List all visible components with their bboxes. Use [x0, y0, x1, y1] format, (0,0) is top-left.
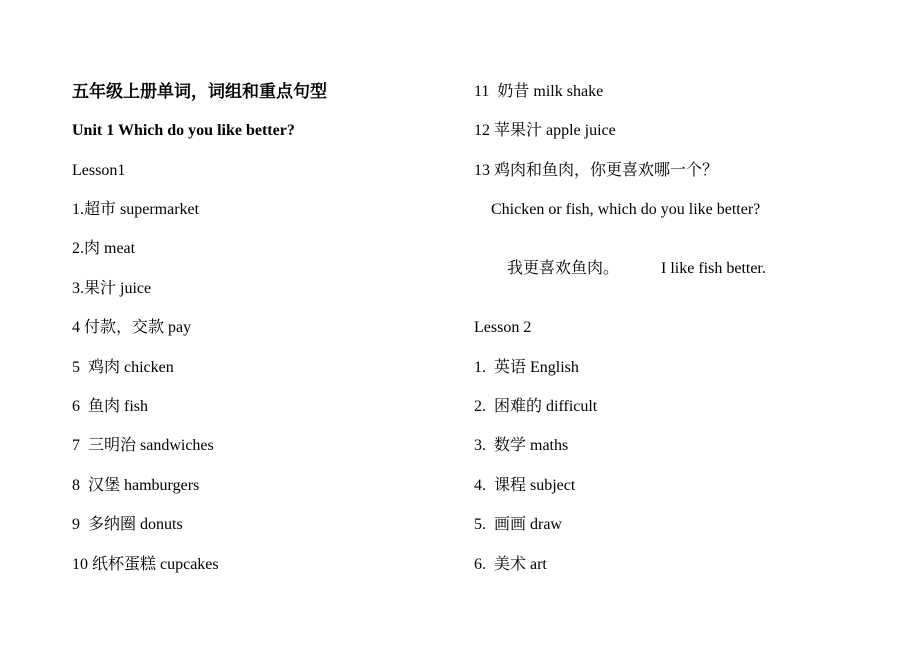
vocab-item: 1. 英语 English: [474, 359, 579, 376]
vocab-item: 5 鸡肉 chicken: [72, 359, 174, 376]
vocab-item: 2. 困难的 difficult: [474, 398, 598, 415]
lesson2-heading: Lesson 2: [474, 319, 532, 336]
vocab-item: 3.果汁 juice: [72, 280, 152, 297]
key-sentence-answer: [491, 239, 766, 299]
lesson1-heading: Lesson1: [72, 162, 126, 179]
vocab-item: 10 纸杯蛋糕 cupcakes: [72, 556, 219, 573]
vocab-item: 4 付款，交款 pay: [72, 319, 192, 336]
vocab-item: 3. 数学 maths: [474, 437, 569, 454]
vocab-item: 1.超市 supermarket: [72, 201, 200, 218]
vocab-item: 11 奶昔 milk shake: [474, 83, 604, 100]
vocab-item: 9 多纳圈 donuts: [72, 516, 183, 533]
vocab-item: 2.肉 meat: [72, 240, 136, 257]
vocab-item: 6 鱼肉 fish: [72, 398, 149, 415]
page-title: 五年级上册单词，词组和重点句型: [72, 82, 327, 101]
vocab-item: 12 苹果汁 apple juice: [474, 122, 616, 139]
vocab-item: 8 汉堡 hamburgers: [72, 477, 200, 494]
answer-english: I like fish better.: [661, 260, 766, 277]
key-sentence-question: 13 鸡肉和鱼肉，你更喜欢哪一个？: [474, 162, 719, 179]
vocab-item: 7 三明治 sandwiches: [72, 437, 214, 454]
answer-chinese: 我更喜欢鱼肉。: [507, 260, 620, 277]
vocab-item: 6. 美术 art: [474, 556, 547, 573]
unit-title: Unit 1 Which do you like better?: [72, 122, 295, 139]
key-sentence-english: Chicken or fish, which do you like better?: [491, 201, 761, 218]
vocab-item: 5. 画画 draw: [474, 516, 562, 533]
vocab-item: 4. 课程 subject: [474, 477, 576, 494]
